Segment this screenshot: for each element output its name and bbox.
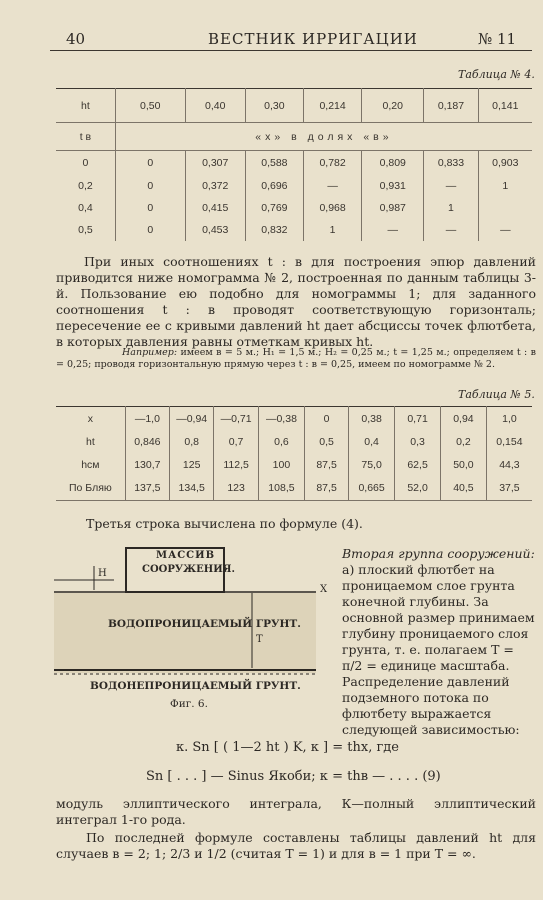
table-cell: 0,665 — [349, 477, 395, 501]
table-cell: — — [478, 219, 532, 241]
table-cell: 0,846 — [125, 431, 169, 454]
table-row — [56, 454, 532, 477]
paragraph-modulus: модуль эллиптического интеграла, К—полный эллиптический интеграл 1-го рода. — [56, 796, 536, 827]
table-cell: 0 — [115, 219, 185, 241]
table-cell: 0 — [305, 407, 349, 431]
figure-6 — [54, 540, 334, 710]
figure-label-h: Н — [98, 568, 107, 579]
table-cell: 87,5 — [305, 454, 349, 477]
table-cell: 0,453 — [185, 219, 245, 241]
paragraph-third-row: Третья строка вычислена по формуле (4). — [86, 516, 363, 531]
table-cell: 134,5 — [169, 477, 213, 501]
table-cell: — — [304, 175, 362, 197]
table-cell: 62,5 — [395, 454, 441, 477]
table-cell: 40,5 — [440, 477, 486, 501]
table-cell: 0,94 — [440, 407, 486, 431]
example-label: Например: — [122, 347, 178, 358]
table-row — [56, 151, 532, 175]
table5-caption: Таблица № 5. — [458, 388, 535, 401]
table-cell: 0,372 — [185, 175, 245, 197]
journal-title: ВЕСТНИК ИРРИГАЦИИ — [208, 30, 418, 48]
table-cell: —0,38 — [258, 407, 304, 431]
table5 — [56, 406, 532, 501]
table-cell: —0,71 — [214, 407, 258, 431]
formula-jacobi-sn: к. Sn [ ( 1—2 ht ) K, к ] = thx, где — [176, 740, 399, 755]
formula-9: Sn [ . . . ] — Sinus Якоби; к = thв — . . . . (9) — [146, 769, 441, 784]
table4 — [56, 88, 532, 241]
table-cell: 123 — [214, 477, 258, 501]
table-cell: 0,987 — [362, 197, 424, 219]
table-cell: По Бляю — [69, 482, 112, 495]
figure-label-t: T — [256, 634, 263, 645]
table-cell: — — [362, 219, 424, 241]
table-cell: 0,968 — [304, 197, 362, 219]
table-cell: 1 — [424, 197, 478, 219]
table-cell: 0,769 — [245, 197, 303, 219]
table-cell: 137,5 — [125, 477, 169, 501]
table4-head-cell: 0,187 — [424, 89, 478, 123]
table-cell: 37,5 — [486, 477, 532, 501]
table-cell: 1 — [478, 175, 532, 197]
figure-label-impermeable: ВОДОНЕПРОНИЦАЕМЫЙ ГРУНТ. — [90, 680, 301, 692]
table-cell: x — [87, 412, 93, 425]
figure-label-mass: МАССИВ — [156, 550, 216, 561]
table-cell: 0,3 — [395, 431, 441, 454]
paragraph-tables: По последней формуле составлены таблицы давлений ht для случаев в = 2; 1; 2/3 и 1/2 (считая T = 1) и для в = 1 при T = ∞. — [56, 830, 536, 861]
table-cell: 0,8 — [169, 431, 213, 454]
table4-head-tv: t в — [79, 130, 92, 143]
table-cell: 0,2 — [78, 179, 93, 192]
table-cell: 0,833 — [424, 151, 478, 175]
table4-caption: Таблица № 4. — [458, 68, 535, 81]
table-row — [56, 197, 532, 219]
table-cell: 0,307 — [185, 151, 245, 175]
table4-head-cell: 0,40 — [185, 89, 245, 123]
figure-label-structure: СООРУЖЕНИЯ. — [142, 564, 235, 575]
table-cell: 0,5 — [78, 223, 93, 236]
table4-head-cell: 0,50 — [115, 89, 185, 123]
table-cell: hсм — [81, 459, 100, 471]
table-cell: 0 — [115, 197, 185, 219]
table4-head-units: «х» в долях «в» — [115, 123, 532, 151]
table-cell: 0,696 — [245, 175, 303, 197]
table-cell: —1,0 — [125, 407, 169, 431]
table4-head-cell: 0,141 — [478, 89, 532, 123]
page-number: 40 — [66, 30, 86, 48]
group-description — [342, 546, 536, 738]
table-cell: — — [424, 175, 478, 197]
table-cell: 0,2 — [440, 431, 486, 454]
header-rule — [50, 50, 532, 51]
table-cell: 50,0 — [440, 454, 486, 477]
permeable-layer — [54, 593, 316, 673]
table-cell: ht — [86, 436, 95, 448]
table-cell: 0,903 — [478, 151, 532, 175]
table-cell: 0,809 — [362, 151, 424, 175]
table-cell — [478, 197, 532, 219]
table-cell: 0,38 — [349, 407, 395, 431]
table-cell: 0,588 — [245, 151, 303, 175]
table-row — [56, 219, 532, 241]
table-cell: 0,5 — [305, 431, 349, 454]
table-cell: 0,832 — [245, 219, 303, 241]
table-cell: 87,5 — [305, 477, 349, 501]
table-row — [56, 431, 532, 454]
group-title: Вторая группа сооружений: — [342, 546, 535, 561]
table-cell: 52,0 — [395, 477, 441, 501]
table4-head-cell: 0,20 — [362, 89, 424, 123]
table-cell: 130,7 — [125, 454, 169, 477]
table-cell: 0,71 — [395, 407, 441, 431]
table-cell: 0,6 — [258, 431, 304, 454]
table-cell: 44,3 — [486, 454, 532, 477]
table-cell: 0 — [82, 156, 89, 169]
issue-number: № 11 — [478, 30, 517, 48]
table-cell: 0,4 — [78, 201, 93, 214]
table-cell: 0,154 — [486, 431, 532, 454]
table-cell: 108,5 — [258, 477, 304, 501]
table-cell: 0,7 — [214, 431, 258, 454]
running-header — [0, 30, 543, 52]
table-cell: 100 — [258, 454, 304, 477]
figure-caption: Фиг. 6. — [170, 698, 208, 710]
table-cell: —0,94 — [169, 407, 213, 431]
table-row — [56, 477, 532, 501]
table-cell: 0 — [115, 151, 185, 175]
table-cell: 0,4 — [349, 431, 395, 454]
table-cell: 75,0 — [349, 454, 395, 477]
table-cell: 0,415 — [185, 197, 245, 219]
paragraph-nomogram: При иных соотношениях t : в для построения эпюр давлений приводится ниже номограмма № 2, построенная по данным таблицы 3-й. Пользование ею подобно для номограммы 1; для заданного соотношения t : в проводят соответствующую горизонталь; пересечение ее с кривыми давлений ht дает абсциссы точек флютбета, в которых давления равны отметкам кривых ht. — [56, 254, 536, 349]
example-text: имеем в = 5 м.; H₁ = 1,5 м.; H₂ = 0,25 м.; t = 1,25 м.; определяем t : в = 0,25; проводя горизонтальную прямую через t : в = 0,25, имеем по номограмме № 2. — [56, 347, 536, 370]
table-cell: 0,782 — [304, 151, 362, 175]
table-cell: 112,5 — [214, 454, 258, 477]
figure-label-permeable: ВОДОПРОНИЦАЕМЫЙ ГРУНТ. — [108, 618, 301, 630]
table-row — [56, 407, 532, 431]
table-row — [56, 175, 532, 197]
table-cell: 125 — [169, 454, 213, 477]
table-cell: 1 — [304, 219, 362, 241]
table4-head-ht: ht — [81, 99, 90, 112]
table-cell: — — [424, 219, 478, 241]
table4-head-cell: 0,214 — [304, 89, 362, 123]
example-note — [56, 347, 536, 370]
table-cell: 1,0 — [486, 407, 532, 431]
table-cell: 0 — [115, 175, 185, 197]
figure-label-x: X — [320, 584, 328, 595]
table4-head-cell: 0,30 — [245, 89, 303, 123]
table-cell: 0,931 — [362, 175, 424, 197]
group-text: а) плоский флютбет на проницаемом слое грунта конечной глубины. За основной размер принимаем глубину проницаемого слоя грунта, т. е. полагаем T = π/2 = единице масштаба. Распределение давлений подземного потока по флютбету выражается следующей зависимостью: — [342, 562, 535, 737]
